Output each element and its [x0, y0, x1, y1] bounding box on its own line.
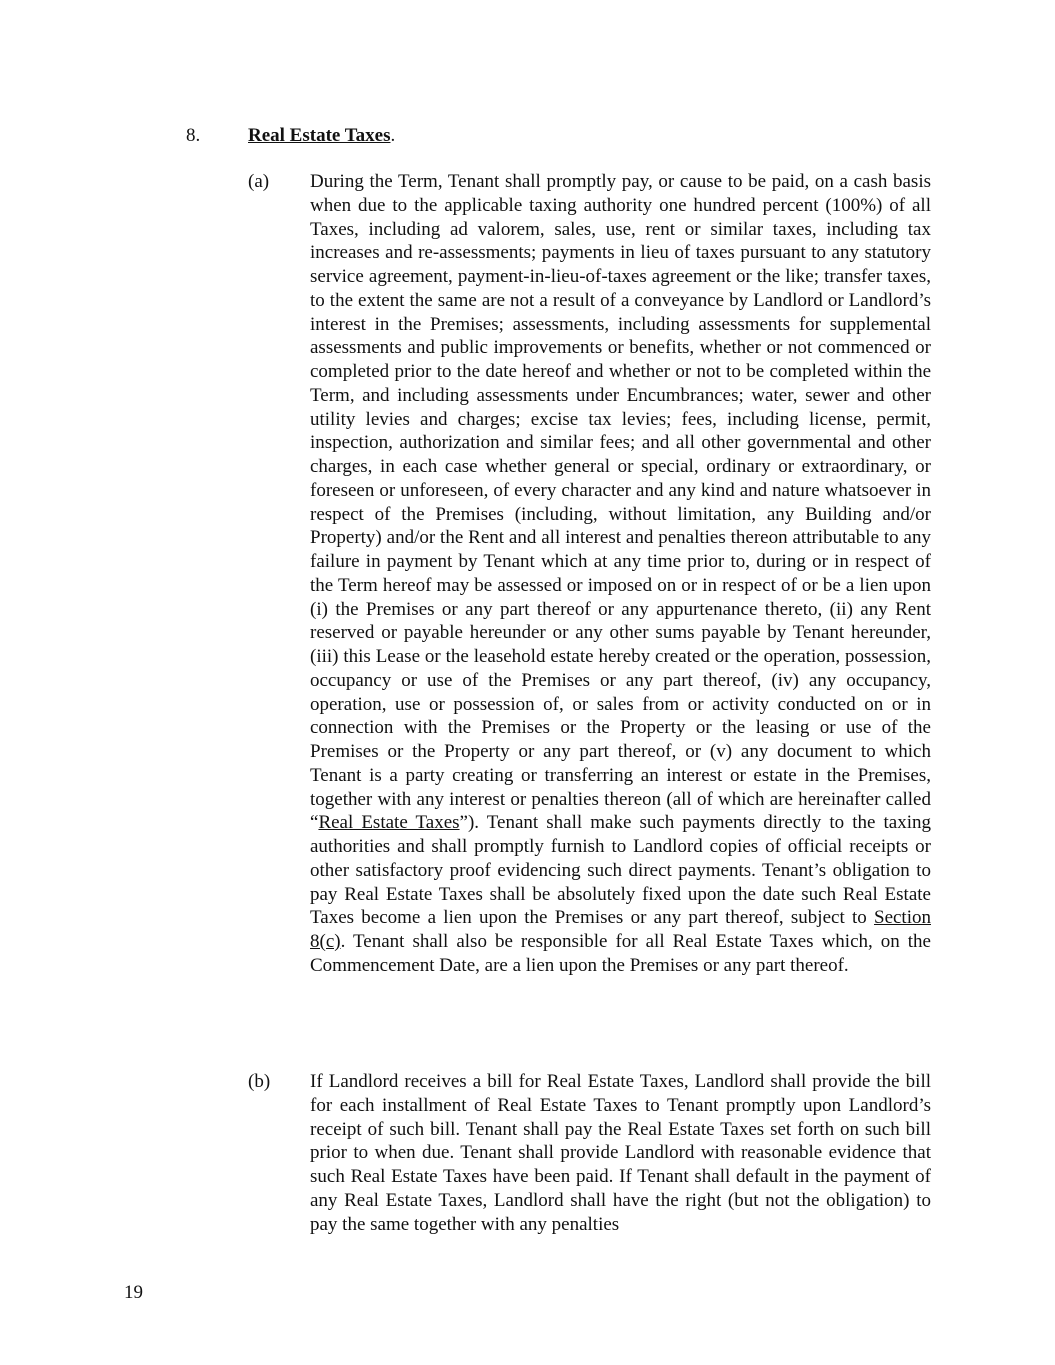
- paragraph-a-text-3: . Tenant shall also be responsible for all Real Estate Taxes which, on the Commencement Date, are a lien upon the Premises or any part thereof.: [310, 931, 931, 976]
- section-title: Real Estate Taxes: [248, 125, 391, 146]
- paragraph-b: [248, 1070, 931, 1236]
- paragraph-b-body: If Landlord receives a bill for Real Estate Taxes, Landlord shall provide the bill for each installment of Real Estate Taxes to Tenant promptly upon Landlord’s receipt of such bill. Tenant shall pay the Real Estate Taxes set forth on such bill prior to when due. Tenant shall provide Landlord with reasonable evidence that such Real Estate Taxes have been paid. If Tenant shall default in the payment of any Real Estate Taxes, Landlord shall have the right (but not the obligation) to pay the same together with any penalties: [310, 1071, 931, 1235]
- section-title-suffix: .: [390, 125, 396, 146]
- section-heading: [186, 124, 395, 148]
- paragraph-b-label: (b): [248, 1071, 271, 1092]
- defined-term-real-estate-taxes: Real Estate Taxes: [318, 812, 460, 834]
- paragraph-a-body: [310, 170, 931, 978]
- paragraph-a-text-1: During the Term, Tenant shall promptly pay, or cause to be paid, on a cash basis when due to the applicable taxing authority one hundred percent (100%) of all Taxes, including ad valorem, sales, use, rent or similar taxes, including tax increases and re-assessments; payments in lieu of taxes pursuant to any statutory service agreement, payment-in-lieu-of-taxes agreement or the like; transfer taxes, to the extent the same are not a result of a conveyance by Landlord or Landlord’s interest in the Premises; assessments, including assessments for supplemental assessments and public improvements or benefits, whether or not commenced or completed prior to the date hereof and whether or not to be completed within the Term, and including assessments under Encumbrances; water, sewer and other utility levies and charges; excise tax levies; fees, including license, permit, inspection, authorization and similar fees; and all other governmental and other charges, in each case whether general or special, ordinary or extraordinary, or foreseen or unforeseen, of every character and any kind and nature whatsoever in respect of the Premises (including, without limitation, any Building and/or Property) and/or the Rent and all interest and penalties thereon attributable to any failure in payment by Tenant which at any time prior to, during or in respect of the Term hereof may be assessed or imposed on or in respect of or be a lien upon (i) the Premises or any part thereof or any appurtenance thereto, (ii) any Rent reserved or payable hereunder or any other sums payable by Tenant hereunder, (iii) this Lease or the leasehold estate hereby created or the operation, possession, occupancy or use of the Premises or any part thereof, (iv) any occupancy, operation, use or possession of, or sales from or activity conducted on or in connection with the Premises or the Property or the leasing or use of the Premises or the Property or any part thereof, or (v) any document to which Tenant is a party creating or transferring an interest or estate in the Premises, together with any interest or penalties thereon (all of which are hereinafter called “: [310, 171, 931, 834]
- section-8c-reference: Section 8(c): [310, 907, 931, 952]
- paragraph-a: [248, 170, 931, 978]
- section-number: 8.: [186, 125, 201, 146]
- page-number: 19: [124, 1282, 143, 1303]
- paragraph-a-text-2: ”). Tenant shall make such payments directly to the taxing authorities and shall promptly furnish to Landlord copies of official receipts or other satisfactory proof evidencing such direct payments. Tenant’s obligation to pay Real Estate Taxes shall be absolutely fixed upon the date such Real Estate Taxes become a lien upon the Premises or any part thereof, subject to: [310, 812, 931, 929]
- paragraph-a-label: (a): [248, 171, 270, 192]
